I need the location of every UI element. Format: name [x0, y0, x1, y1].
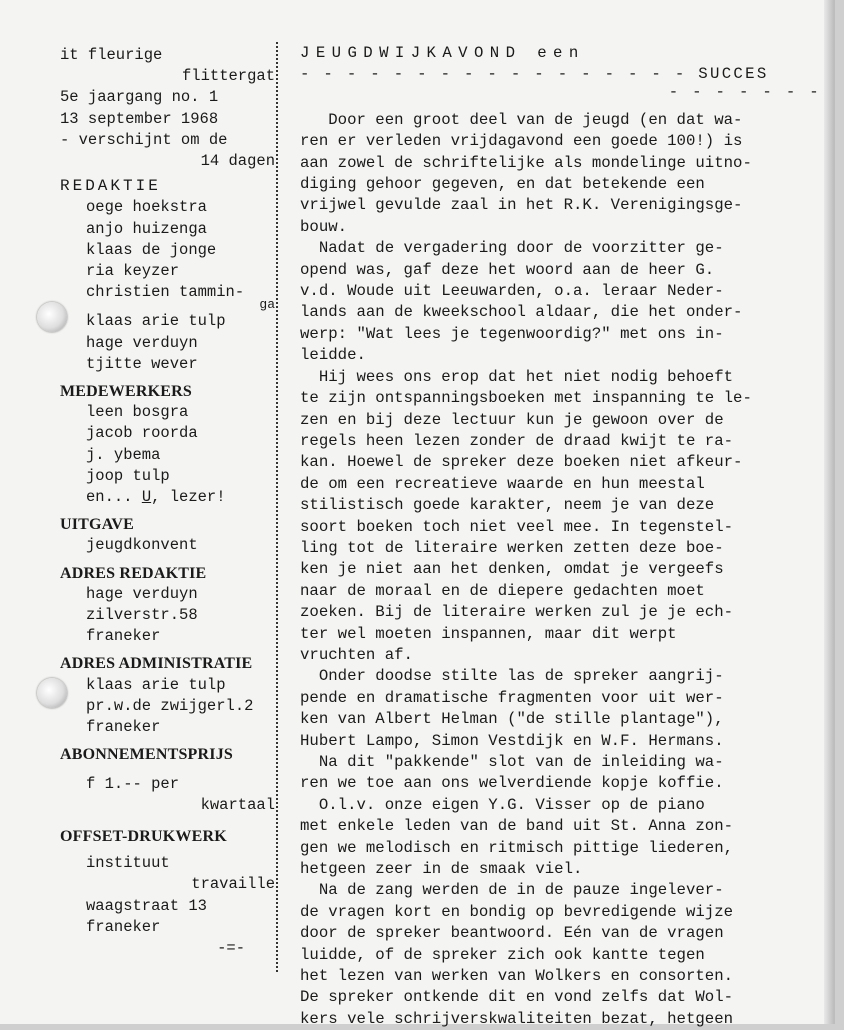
article-line: vruchten af.: [300, 645, 413, 664]
article-line: De spreker ontkende dit en vond zelfs dat Wol-: [300, 988, 734, 1007]
article-line: aan zowel de schriftelijke als mondelinge uitno-: [300, 153, 752, 172]
redaktie-heading: REDAKTIE: [60, 177, 161, 196]
medewerker: joop tulp: [86, 466, 170, 485]
column-divider: [276, 42, 278, 972]
volume-number: 5e jaargang no. 1: [60, 88, 219, 107]
masthead-title: it fleurige: [60, 46, 163, 64]
issue-date: 13 september 1968: [60, 109, 219, 128]
adres-redaktie-heading: ADRES REDAKTIE: [60, 564, 207, 582]
article-line: ren er verleden vrijdagavond een goede 100!) is: [300, 132, 743, 151]
medewerker: [60, 487, 275, 508]
article-line: zen en bij deze lectuur kun je gewoon over de: [300, 410, 724, 429]
article-line: Onder doodse stilte las de spreker aangrij-: [300, 667, 724, 686]
article-line: v.d. Woude uit Leeuwarden, o.a. leraar Neder-: [300, 282, 724, 301]
frequency-note: 14 dagen: [200, 152, 275, 171]
article-line: O.l.v. onze eigen Y.G. Visser op de piano: [300, 795, 705, 814]
article-line: het lezen van werken van Wolkers en consorten.: [300, 967, 734, 986]
medewerker: leen bosgra: [86, 403, 189, 422]
article-line: ter wel moeten inspannen, maar dit werpt: [300, 624, 677, 643]
article-line: werp: "Wat lees je tegenwoordig?" met ons in-: [300, 324, 724, 343]
address-line: franeker: [86, 627, 161, 646]
article-line: de om een recreatieve waarde en hun meestal: [300, 474, 705, 493]
medewerker: jacob roorda: [86, 424, 198, 443]
redaktie-member: klaas arie tulp: [86, 312, 226, 331]
article-line: kan. Hoewel de spreker deze boeken niet afkeur-: [300, 453, 743, 472]
price-line: f 1.-- per: [86, 774, 180, 793]
article-line: leidde.: [300, 346, 366, 365]
article-line: door de spreker beantwoord. Eén van de vragen: [300, 924, 724, 943]
redaktie-member: oege hoekstra: [86, 198, 207, 217]
article-title-dash-line: - - - - - - - - - - - - - - - - - SUCCES: [300, 65, 769, 84]
masthead-title: flittergat: [181, 67, 275, 86]
article-line: lands aan de kweekschool aldaar, die het onder-: [300, 303, 743, 322]
article-body: [300, 110, 825, 1030]
printer-line: waagstraat 13: [86, 896, 207, 915]
redaktie-member: anjo huizenga: [86, 219, 207, 238]
printer-line: franeker: [86, 917, 161, 936]
drukwerk-heading: OFFSET-DRUKWERK: [60, 827, 227, 845]
redaktie-member: ria keyzer: [86, 262, 180, 281]
article-line: pende en dramatische fragmenten voor uit wer-: [300, 688, 724, 707]
article: [300, 43, 825, 1030]
article-line: ling tot de literaire werken zetten deze boe-: [300, 538, 724, 557]
address-line: zilverstr.58: [86, 606, 198, 625]
redaktie-member: tjitte wever: [86, 354, 198, 373]
redaktie-member: ga: [259, 297, 275, 313]
article-line: Na de zang werden de in de pauze ingelever-: [300, 881, 724, 900]
article-line: soort boeken toch niet veel mee. In tegenstel-: [300, 517, 734, 536]
redaktie-member: klaas de jonge: [86, 240, 217, 259]
article-line: de vragen kort en bondig op bevredigende wijze: [300, 902, 734, 921]
article-line: kers vele schrijverskwaliteiten bezat, hetgeen: [300, 1009, 734, 1028]
address-line: hage verduyn: [86, 584, 198, 603]
article-line: luidde, of de spreker zich ook kantte tegen: [300, 945, 705, 964]
article-line: Hubert Lampo, Simon Vestdijk en W.F. Hermans.: [300, 731, 724, 750]
price-line: kwartaal: [200, 795, 275, 814]
article-line: vrijwel gevulde zaal in het R.K. Verenigingsge-: [300, 196, 743, 215]
uitgave-value: jeugdkonvent: [86, 536, 198, 555]
redaktie-member: hage verduyn: [86, 333, 198, 352]
medewerkers-heading: MEDEWERKERS: [60, 383, 192, 401]
masthead-column: [60, 45, 275, 959]
frequency-note: - verschijnt om de: [60, 130, 228, 149]
article-line: opend was, gaf deze het woord aan de heer G.: [300, 260, 715, 279]
medewerker-u: U: [141, 488, 152, 507]
article-line: Na dit "pakkende" slot van de inleiding wa-: [300, 753, 724, 771]
article-line: regels heen lezen zonder de draad kwijt te ra-: [300, 431, 734, 450]
redaktie-member: christien tammin-: [86, 283, 245, 302]
article-line: Door een groot deel van de jeugd (en dat wa-: [300, 110, 743, 129]
address-line: franeker: [86, 718, 161, 737]
end-mark: -=-: [217, 938, 245, 957]
page-edge: [824, 0, 834, 1024]
uitgave-heading: UITGAVE: [60, 516, 135, 534]
article-line: ken je niet aan het denken, omdat je vergeefs: [300, 560, 724, 579]
article-line: bouw.: [300, 217, 348, 236]
article-title: JEUGDWIJKAVOND een: [300, 44, 585, 62]
medewerker-text: , lezer!: [151, 488, 226, 507]
address-line: klaas arie tulp: [86, 675, 226, 694]
article-line: te zijn ontspanningsboeken met inspanning te le-: [300, 389, 752, 408]
medewerker-text: en...: [86, 488, 142, 507]
article-line: diging gehoor gegeven, en dat betekende een: [300, 175, 705, 194]
article-line: hetgeen zeer in de smaak viel.: [300, 860, 583, 879]
article-line: ren we toe aan ons welverdiende kopje koffie.: [300, 774, 724, 793]
article-line: stilistisch goede karakter, neem je van deze: [300, 496, 715, 515]
printer-line: instituut: [86, 854, 170, 873]
printer-line: travaille: [191, 875, 275, 894]
article-line: zoeken. Bij de literaire werken zul je je ech-: [300, 603, 734, 622]
adres-administratie-heading: ADRES ADMINISTRATIE: [60, 655, 253, 673]
article-line: Hij wees ons erop dat het niet nodig behoeft: [300, 367, 734, 386]
abonnement-heading: ABONNEMENTSPRIJS: [60, 746, 234, 764]
address-line: pr.w.de zwijgerl.2: [86, 696, 254, 715]
title-underline: - - - - - - -: [668, 82, 821, 101]
article-line: Nadat de vergadering door de voorzitter ge-: [300, 239, 724, 258]
article-line: ken van Albert Helman ("de stille plantage"),: [300, 710, 724, 729]
medewerker: j. ybema: [86, 445, 161, 464]
article-line: gen we melodisch en ritmisch pittige liederen,: [300, 838, 734, 857]
article-line: met enkele leden van de band uit St. Anna zon-: [300, 817, 734, 836]
article-line: naar de moraal en de diepere gedachten moet: [300, 581, 705, 600]
